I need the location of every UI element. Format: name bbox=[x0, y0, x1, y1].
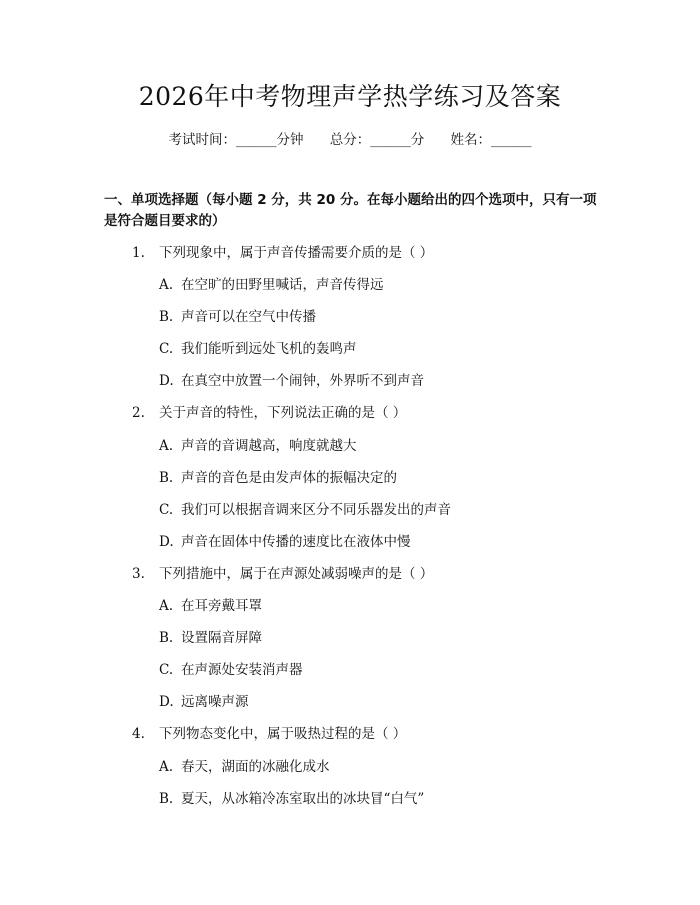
option-text: 我们可以根据音调来区分不同乐器发出的声音 bbox=[181, 501, 451, 518]
section-heading: 一、单项选择题（每小题 2 分，共 20 分。在每小题给出的四个选项中，只有一项是符合题目要求的） bbox=[104, 192, 597, 229]
option-letter: B. bbox=[159, 790, 174, 807]
option-letter: A. bbox=[159, 598, 174, 615]
option-letter: A. bbox=[159, 437, 174, 454]
option-text: 在声源处安装消声器 bbox=[181, 662, 303, 679]
question-stem: 下列物态变化中，属于吸热过程的是（ ） bbox=[159, 726, 407, 743]
option-text: 我们能听到远处飞机的轰鸣声 bbox=[181, 341, 357, 358]
option-letter: C. bbox=[159, 341, 174, 358]
answer-option bbox=[0, 339, 700, 371]
answer-option bbox=[0, 307, 700, 339]
answer-option bbox=[0, 628, 700, 660]
total-score-field: 总分：______分 bbox=[329, 132, 425, 148]
option-letter: B. bbox=[159, 309, 174, 326]
answer-option bbox=[0, 371, 700, 403]
option-letter: C. bbox=[159, 662, 174, 679]
exam-meta bbox=[0, 130, 700, 150]
exam-time-field: 考试时间：______分钟 bbox=[168, 132, 304, 148]
answer-option bbox=[0, 500, 700, 532]
question-list bbox=[0, 243, 700, 821]
option-text: 在空旷的田野里喊话，声音传得远 bbox=[181, 277, 384, 294]
option-letter: A. bbox=[159, 758, 174, 775]
answer-option bbox=[0, 660, 700, 692]
question-item bbox=[0, 564, 700, 596]
answer-option bbox=[0, 275, 700, 307]
question-item bbox=[0, 403, 700, 435]
question-number: 2. bbox=[132, 405, 145, 422]
answer-option bbox=[0, 596, 700, 628]
student-name-field: 姓名：______ bbox=[450, 132, 532, 148]
question-item bbox=[0, 243, 700, 275]
option-letter: D. bbox=[159, 533, 174, 550]
option-letter: C. bbox=[159, 501, 174, 518]
question-stem: 下列措施中，属于在声源处减弱噪声的是（ ） bbox=[159, 565, 434, 582]
option-text: 在真空中放置一个闹钟，外界听不到声音 bbox=[181, 373, 424, 390]
option-text: 声音可以在空气中传播 bbox=[181, 309, 316, 326]
option-text: 夏天，从冰箱冷冻室取出的冰块冒“白气” bbox=[181, 790, 425, 807]
option-text: 在耳旁戴耳罩 bbox=[181, 598, 262, 615]
option-letter: D. bbox=[159, 373, 174, 390]
option-text: 声音的音色是由发声体的振幅决定的 bbox=[181, 469, 397, 486]
answer-option bbox=[0, 468, 700, 500]
question-item bbox=[0, 724, 700, 756]
option-letter: B. bbox=[159, 469, 174, 486]
option-text: 声音的音调越高，响度就越大 bbox=[181, 437, 357, 454]
page-title: 2026年中考物理声学热学练习及答案 bbox=[138, 82, 562, 111]
question-number: 4. bbox=[132, 726, 145, 743]
question-stem: 下列现象中，属于声音传播需要介质的是（ ） bbox=[159, 245, 434, 261]
option-letter: A. bbox=[159, 277, 174, 294]
answer-option bbox=[0, 436, 700, 468]
option-text: 设置隔音屏障 bbox=[181, 630, 262, 647]
question-stem: 关于声音的特性，下列说法正确的是（ ） bbox=[159, 405, 407, 422]
option-letter: D. bbox=[159, 694, 174, 711]
answer-option bbox=[0, 692, 700, 724]
option-letter: B. bbox=[159, 630, 174, 647]
answer-option bbox=[0, 757, 700, 789]
option-text: 春天，湖面的冰融化成水 bbox=[181, 758, 330, 775]
question-number: 3. bbox=[132, 565, 145, 582]
option-text: 声音在固体中传播的速度比在液体中慢 bbox=[181, 533, 411, 550]
answer-option bbox=[0, 789, 700, 821]
answer-option bbox=[0, 532, 700, 564]
option-text: 远离噪声源 bbox=[181, 694, 249, 711]
question-number: 1. bbox=[132, 245, 145, 261]
